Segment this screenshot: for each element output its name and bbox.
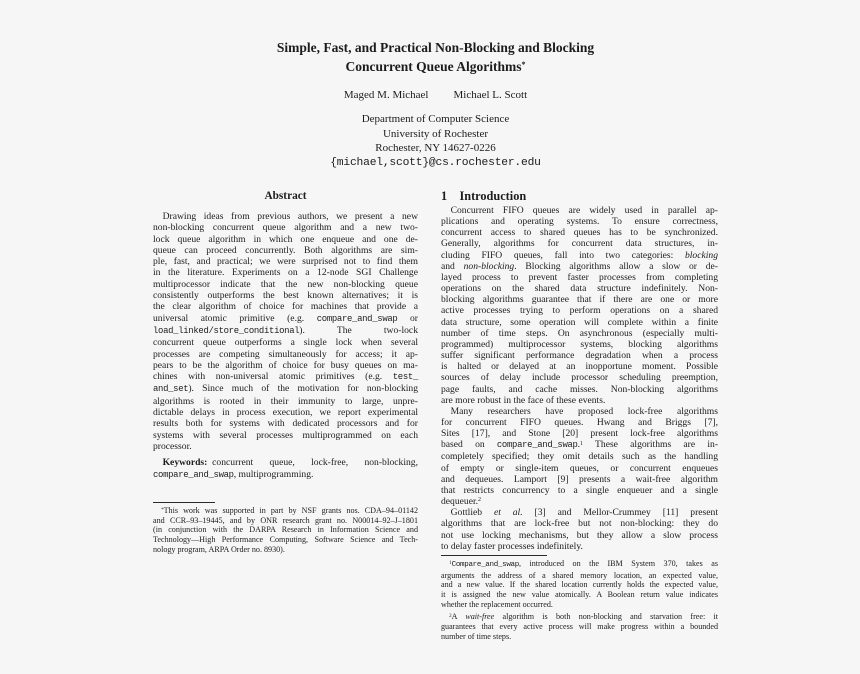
text-line: $^2$A wait-free algorithm is both non-blocking and starvation free: it bbox=[449, 612, 719, 622]
text-line: processes are competing simultaneously for access; it ap- bbox=[153, 348, 418, 360]
paper-title-line-2-text: Concurrent Queue Algorithms bbox=[345, 59, 522, 74]
text-line: for concurrent FIFO queues. Hwang and Briggs [7], bbox=[441, 416, 718, 428]
text-line: of empty or single-item queues, or concurrent enqueues bbox=[441, 462, 718, 474]
text-line: algorithms is rooted in their immunity to large, unpre- bbox=[153, 395, 418, 407]
left-column bbox=[153, 190, 418, 554]
text-line: and non-blocking. Blocking algorithms allow a slow or de- bbox=[441, 260, 718, 272]
text-line: ple, fast, and practical; we were surprised not to find them bbox=[153, 256, 418, 268]
intro-paragraph-3 bbox=[441, 507, 718, 552]
text-line: and CCR–93–19445, and by ONR research grant no. N00014–92–J–1801 bbox=[153, 515, 418, 525]
footnote-2-text bbox=[441, 612, 718, 641]
text-line: pears to be the algorithm of choice for busy queues on ma- bbox=[153, 359, 418, 371]
text-line: and_set). Since much of the motivation for non-blocking bbox=[153, 383, 418, 395]
text-line: and a new value. If the shared location currently holds the expected value, bbox=[441, 580, 718, 590]
text-line: it is assigned the new value atomically. A Boolean return value indicates bbox=[441, 589, 718, 599]
text-line: and dequeues. Lamport [9] presents a wait-free algorithm bbox=[441, 473, 718, 485]
text-line: completely specified; they omit details such as the handling bbox=[441, 451, 718, 463]
text-line: load_linked/store_conditional). The two-lock bbox=[153, 324, 418, 336]
keywords-text bbox=[153, 457, 418, 481]
text-line: (in conjunction with the DARPA Research in Information Science and bbox=[153, 525, 418, 535]
text-line: lock queue algorithm in which one enqueue and one de- bbox=[153, 233, 418, 245]
text-line: non-blocking concurrent queue algorithm and a new two- bbox=[153, 222, 418, 234]
text-line: results both for systems with dedicated processors and for bbox=[153, 418, 418, 430]
text-line: guarantees that every active process will make progress within a bounded bbox=[441, 622, 718, 632]
text-line: suffer significant performance degradation when a process bbox=[441, 350, 718, 362]
paper-title-line-2 bbox=[153, 57, 718, 76]
text-line: consistently outperforms the best known alternatives; it is bbox=[153, 290, 418, 302]
text-line: is halted or delayed at an inopportune moment. Possible bbox=[441, 361, 718, 373]
affiliation-line-3: Rochester, NY 14627-0226 bbox=[375, 142, 496, 155]
text-line: chines with non-universal atomic primitives (e.g. test_ bbox=[153, 371, 418, 383]
support-footnote-text bbox=[153, 506, 418, 555]
text-line: layed process to prevent faster processes from completing bbox=[441, 271, 718, 283]
text-line: data structure, some operation will complete within a finite bbox=[441, 316, 718, 328]
text-line: Sites [17], and Stone [20] present lock-free algorithms bbox=[441, 428, 718, 440]
text-line: concurrent queue outperforms a single lock when several bbox=[153, 337, 418, 349]
text-line: that restricts concurrency to a single enqueuer and a single bbox=[441, 484, 718, 496]
text-line: programmed) multiprocessor systems, blocking algorithms bbox=[441, 338, 718, 350]
paper-title-line-1: Simple, Fast, and Practical Non-Blocking and Blocking bbox=[276, 40, 595, 55]
title-footnote-marker: * bbox=[521, 60, 526, 70]
text-line: compare_and_swap, multiprogramming. bbox=[153, 468, 314, 480]
text-line: not use locking mechanisms, but they allow a slow process bbox=[441, 529, 718, 541]
text-line: Gottlieb et al. [3] and Mellor-Crummey [11] present bbox=[441, 507, 718, 519]
text-line: active processes trying to perform operations on a shared bbox=[441, 305, 718, 317]
text-line: are more robust in the face of these events. bbox=[441, 394, 606, 406]
section-heading-introduction: 1 Introduction bbox=[441, 189, 527, 203]
text-line: the clear algorithm of choice for machines that provide a bbox=[153, 301, 418, 313]
text-line: plications and operating systems. To ensure correctness, bbox=[441, 216, 718, 228]
text-line: Technology—High Performance Computing, Software Science and Tech- bbox=[153, 534, 418, 544]
author-name-2: Michael L. Scott bbox=[453, 89, 528, 101]
text-line: whether the replacement occurred. bbox=[441, 599, 553, 609]
text-line: Drawing ideas from previous authors, we present a new bbox=[153, 211, 418, 222]
text-line: sources of delay include processor scheduling preemption, bbox=[441, 372, 718, 384]
right-column bbox=[441, 190, 718, 641]
text-line: page faults, and cache misses. Non-blocking algorithms bbox=[441, 383, 718, 395]
author-name-1: Maged M. Michael bbox=[343, 89, 429, 101]
text-line: queue can proceed concurrently. Both algorithms are sim- bbox=[153, 244, 418, 256]
text-line: number of time steps. bbox=[441, 631, 512, 641]
abstract-text bbox=[153, 211, 418, 452]
text-line: $^1$Compare_and_swap, introduced on the IBM System 370, takes as bbox=[449, 558, 718, 569]
text-line: *This work was supported in part by NSF grants nos. CDA–94–01142 bbox=[161, 505, 418, 515]
intro-paragraph-2 bbox=[441, 406, 718, 507]
paper-header bbox=[153, 38, 718, 170]
affiliation-block bbox=[153, 112, 718, 170]
abstract-heading: Abstract bbox=[264, 190, 307, 202]
text-line: Concurrent FIFO queues are widely used in parallel ap- bbox=[441, 205, 718, 216]
text-line: nology program, ARPA Order no. 8930). bbox=[153, 544, 285, 554]
text-line: processor. bbox=[153, 440, 192, 452]
text-line: in the literature. Experiments on a 12-node SGI Challenge bbox=[153, 267, 418, 279]
text-line: number of time steps. On asynchronous (especially multi- bbox=[441, 327, 718, 339]
text-line: Generally, algorithms for concurrent data structures, in- bbox=[441, 238, 718, 250]
authors-row bbox=[153, 89, 718, 101]
text-line: arguments the address of a shared memory location, an expected value, bbox=[441, 570, 718, 580]
affiliation-line-1: Department of Computer Science bbox=[361, 113, 510, 125]
text-line: Keywords: concurrent queue, lock-free, non-blocking, bbox=[162, 457, 418, 469]
text-line: operations on the shared data structure indefinitely. Non- bbox=[441, 283, 718, 295]
intro-paragraph-1 bbox=[441, 205, 718, 406]
text-line: concurrent access to shared queues has to be synchronized. bbox=[441, 227, 718, 239]
footnote-1-text bbox=[441, 559, 718, 610]
text-line: universal atomic primitive (e.g. compare_and_swap or bbox=[153, 312, 419, 324]
text-line: based on compare_and_swap.$^1$ These algorithms are in- bbox=[441, 439, 719, 451]
text-line: algorithms that are lock-free but not non-blocking: they do bbox=[441, 518, 718, 530]
footnote-rule-right bbox=[441, 555, 547, 556]
text-line: cluding FIFO queues, fall into two categories: blocking bbox=[441, 249, 718, 261]
text-line: to delay faster processes indefinitely. bbox=[441, 540, 583, 552]
text-line: dequeuer.$^2$ bbox=[441, 496, 481, 508]
text-line: blocking algorithms guarantee that if there are one or more bbox=[441, 294, 718, 306]
email-address: {michael,scott}@cs.rochester.edu bbox=[330, 156, 541, 169]
text-line: multiprocessor indicate that the new non-blocking queue bbox=[153, 278, 418, 290]
text-line: dictable delays in process execution, we report experimental bbox=[153, 407, 418, 419]
affiliation-line-2: University of Rochester bbox=[382, 127, 489, 140]
footnote-rule-left bbox=[153, 502, 215, 503]
text-line: Many researchers have proposed lock-free algorithms bbox=[441, 405, 718, 417]
text-line: systems with several processes multiprogrammed on each bbox=[153, 429, 418, 441]
